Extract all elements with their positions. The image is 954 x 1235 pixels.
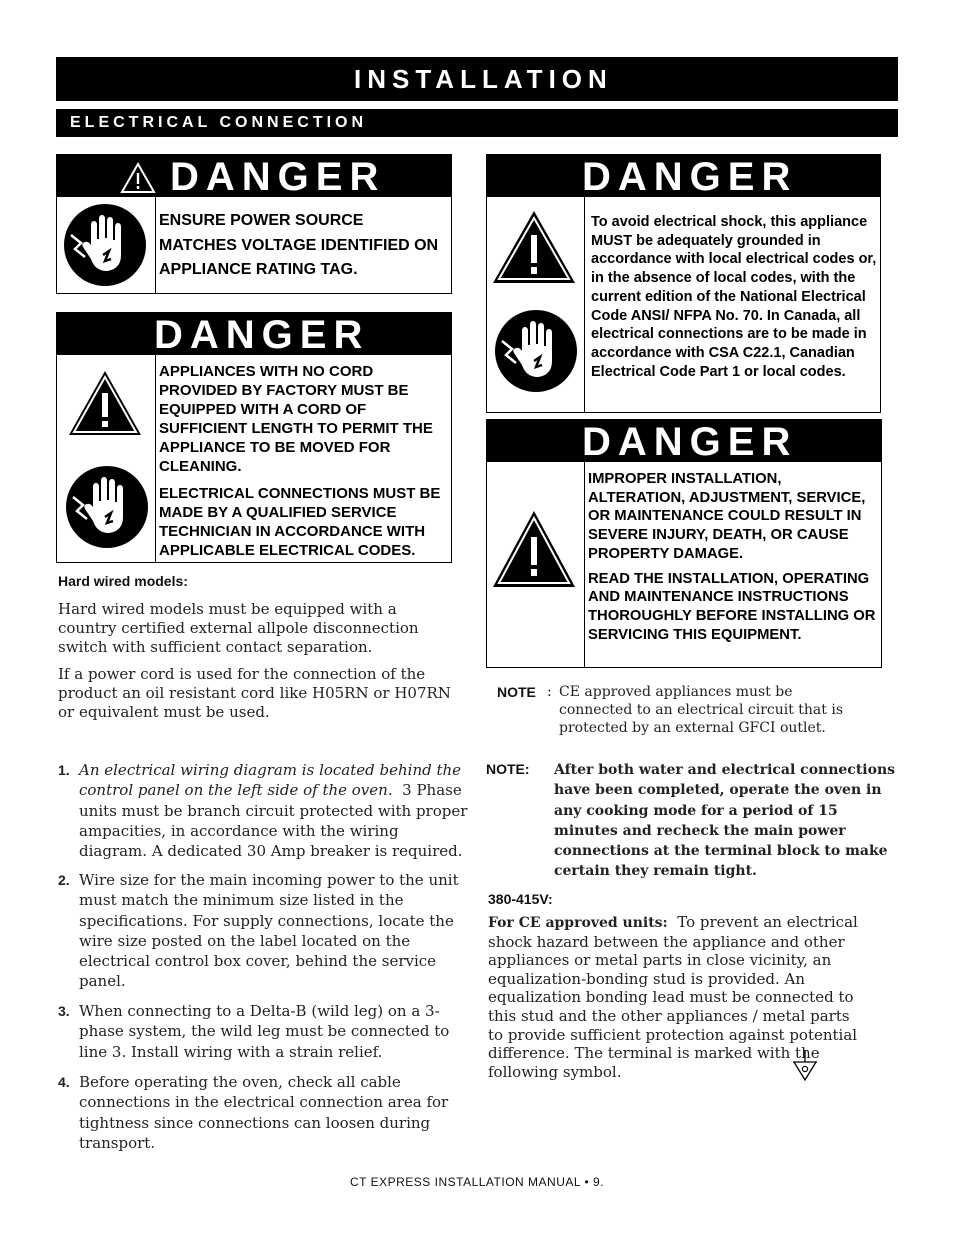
list-item: 2. Wire size for the main incoming power to the unit must match the minimum size listed in the specifications. For supply connections, locate the wire size posted on the label located on the electrical control box cover, behind the service panel. [58, 870, 470, 992]
voltage-lead: For CE approved units: [488, 915, 668, 931]
warning-triangle-icon [491, 509, 577, 589]
danger-label: DANGER [582, 420, 798, 464]
danger-box-grounding [486, 154, 881, 413]
voltage-text: To prevent an electrical shock hazard between the appliance and other appliances or metal parts in close vicinity, an equalization-bonding stud is provided. An equalization bonding lead must be connected to this stud and the other appliances / metal parts to provide sufficient protection against potential difference. The terminal is marked with the following symbol. [488, 913, 858, 1081]
danger-icon-panel [57, 197, 156, 293]
danger-icon-panel [487, 462, 585, 667]
note-connections-text: After both water and electrical connections have been completed, operate the oven in any cooking mode for a period of 15 minutes and recheck the main power connections at the terminal block to make certain they remain tight. [554, 762, 896, 880]
list-item: 1. An electrical wiring diagram is located behind the control panel on the left side of the oven. 3 Phase units must be branch circuit protected with proper ampacities, in accordance with the wiring diagram. A dedicated 30 Amp breaker is required. [58, 761, 468, 861]
danger-label: DANGER [582, 155, 798, 199]
hard-wired-paragraph-1: Hard wired models must be equipped with a country certified external allpole disconnection switch with sufficient contact separation. [58, 600, 419, 656]
danger-text-improper: IMPROPER INSTALLATION, ALTERATION, ADJUSTMENT, SERVICE, OR MAINTENANCE COULD RESULT IN SEVERE INJURY, DEATH, OR CAUSE PROPERTY DAMAGE. READ THE INSTALLATION, OPERATING AND MAINTENANCE INSTRUCTIONS THOROUGHLY BEFORE INSTALLING OR SERVICING THIS EQUIPMENT. [588, 471, 876, 643]
danger-box-cord [56, 312, 452, 563]
note-ce-colon: : [547, 684, 552, 700]
danger-header [487, 155, 880, 197]
voltage-heading: 380-415V: [488, 891, 553, 907]
danger-header [487, 420, 881, 462]
danger-label: DANGER [154, 313, 370, 357]
page-footer: CT EXPRESS INSTALLATION MANUAL • 9. [350, 1175, 604, 1189]
list-item: 3. When connecting to a Delta-B (wild leg) on a 3-phase system, the wild leg must be connected to line 3. Install wiring with a strain relief. [58, 1001, 470, 1062]
step-2-text: Wire size for the main incoming power to the unit must match the minimum size listed in the specifications. For supply connections, locate the wire size posted on the label located on the electrical control box cover, behind the service panel. [79, 871, 459, 991]
warning-triangle-icon [491, 209, 577, 285]
step-3-text: When connecting to a Delta-B (wild leg) on a 3-phase system, the wild leg must be connected to line 3. Install wiring with a strain relief. [79, 1002, 450, 1061]
electric-shock-hand-icon [65, 465, 149, 549]
electric-shock-hand-icon [63, 203, 147, 287]
step-1-italic: An electrical wiring diagram is located behind the control panel on the left side of the oven. [79, 761, 462, 800]
danger-header [57, 313, 451, 355]
section-title: INSTALLATION [354, 64, 613, 94]
note-ce-label: NOTE [497, 684, 536, 700]
section-title-bar [56, 57, 898, 101]
danger-box-voltage [56, 154, 452, 294]
subsection-title: ELECTRICAL CONNECTION [70, 114, 368, 131]
step-1-text: 3 Phase units must be branch circuit protected with proper ampacities, in accordance with the wiring diagram. A dedicated 30 Amp breaker is required. [79, 781, 468, 861]
danger-box-improper [486, 419, 882, 668]
step-4-text: Before operating the oven, check all cable connections in the electrical connection area for tightness since connections can loosen during transport. [79, 1073, 449, 1152]
list-item: 4. Before operating the oven, check all cable connections in the electrical connection area for tightness since connections can loosen during transport. [58, 1072, 470, 1153]
note-connections-label: NOTE: [486, 761, 530, 777]
danger-label: DANGER [170, 155, 386, 199]
danger-icon-panel [57, 355, 156, 562]
danger-text-cord: APPLIANCES WITH NO CORD PROVIDED BY FACTORY MUST BE EQUIPPED WITH A CORD OF SUFFICIENT LENGTH TO PERMIT THE APPLIANCE TO BE MOVED FOR CLEANING. ELECTRICAL CONNECTIONS MUST BE MADE BY A QUALIFIED SERVICE TECHNICIAN IN ACCORDANCE WITH APPLICABLE ELECTRICAL CODES. [159, 363, 441, 559]
danger-text-voltage: ENSURE POWER SOURCE MATCHES VOLTAGE IDENTIFIED ON APPLIANCE RATING TAG. [159, 212, 439, 278]
electric-shock-hand-icon [494, 309, 578, 393]
warning-triangle-icon [120, 162, 156, 194]
danger-icon-panel [487, 197, 585, 412]
equipotential-bonding-icon [790, 1048, 820, 1084]
hard-wired-heading: Hard wired models: [58, 573, 188, 589]
subsection-title-bar [56, 109, 898, 137]
hard-wired-paragraph-2: If a power cord is used for the connection of the product an oil resistant cord like H05RN or H07RN or equivalent must be used. [58, 665, 451, 721]
danger-header [57, 155, 451, 197]
warning-triangle-icon [67, 369, 143, 437]
note-ce-text: CE approved appliances must be connected to an electrical circuit that is protected by an external GFCI outlet. [559, 684, 844, 736]
danger-text-grounding: To avoid electrical shock, this appliance MUST be adequately grounded in accordance with local electrical codes or, in the absence of local codes, with the current edition of the National Electrical Code ANSI/ NFPA No. 70. In Canada, all electrical connections are to be made in accordance with CSA C22.1, Canadian Electrical Code Part 1 or local codes. [591, 214, 877, 380]
